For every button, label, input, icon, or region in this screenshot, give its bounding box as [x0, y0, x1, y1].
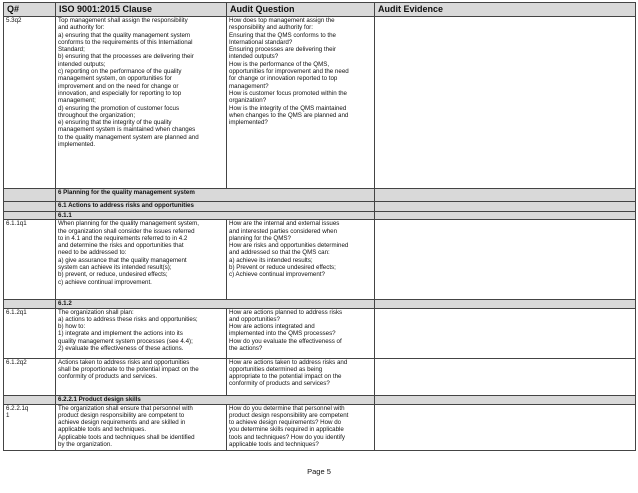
section-heading: 6 Planning for the quality management system: [56, 189, 375, 202]
text-line: need to be addressed to:: [58, 249, 127, 257]
section-row: [4, 300, 636, 308]
text-line: and determine the risks and opportunities that: [58, 242, 184, 250]
text-line: Top management shall assign the responsibility: [58, 17, 188, 24]
clause-heading: 6.1.1: [56, 212, 375, 220]
text-line: How do you determine that personnel with: [229, 404, 345, 412]
text-line: and authority for:: [58, 24, 105, 32]
text-line: When planning for the quality management system,: [58, 220, 200, 228]
text-line: c) Achieve continual improvement?: [229, 271, 325, 279]
text-line: a) achieve its intended results;: [229, 256, 313, 264]
audit-evidence-cell[interactable]: [375, 17, 636, 189]
text-line: How are actions planned to address risks: [229, 308, 343, 316]
text-line: and opportunities?: [229, 315, 280, 323]
text-line: implemented?: [229, 119, 268, 127]
text-line: Applicable tools and techniques shall be identified: [58, 433, 195, 441]
text-line: Standard;: [58, 46, 85, 54]
text-line: implemented into the QMS processes?: [229, 330, 336, 338]
question-id: 5.3q2: [4, 17, 56, 189]
text-line: The organization shall plan:: [58, 308, 134, 316]
text-line: intended outputs?: [229, 53, 279, 61]
text-line: management?: [229, 82, 269, 90]
text-line: a) ensuring that the quality management system: [58, 31, 191, 39]
text-line: Actions taken to address risks and opportunities: [58, 358, 190, 366]
text-line: to the quality management system are planned and: [58, 133, 199, 141]
table-row: [4, 17, 636, 189]
question-id: 6.1.2q2: [4, 358, 56, 395]
text-line: shall be proportionate to the potential impact on the: [58, 365, 199, 373]
text-line: How is customer focus promoted within the: [229, 89, 347, 97]
table-row: [4, 358, 636, 395]
text-line: implemented.: [58, 141, 96, 149]
text-line: product design responsibility are competent to: [58, 411, 185, 419]
text-line: organization?: [229, 97, 267, 105]
table-row: [4, 220, 636, 300]
text-line: by the organization.: [58, 441, 113, 449]
section-row: [4, 202, 636, 212]
text-line: improvement and on the need for change or: [58, 82, 179, 90]
text-line: responsibility and authority for:: [229, 24, 313, 32]
text-line: c) achieve continual improvement.: [58, 278, 152, 286]
text-line: applicable tools and techniques.: [58, 426, 147, 434]
text-line: planning for the QMS?: [229, 234, 291, 242]
section-row: [4, 212, 636, 220]
page-number: Page 5: [307, 467, 331, 476]
text-line: quality management system processes (see 4.4);: [58, 337, 193, 345]
text-line: conformity of products and services.: [58, 373, 158, 381]
text-line: and addressed so that the QMS can:: [229, 249, 330, 257]
clause-text: [56, 17, 227, 189]
text-line: a) give assurance that the quality management: [58, 256, 187, 264]
text-line: throughout the organization;: [58, 111, 136, 119]
text-line: to in 4.1 and the requirements referred to in 4.2: [58, 234, 188, 242]
audit-table: [3, 2, 636, 451]
text-line: How is the integrity of the QMS maintained: [229, 104, 347, 112]
header-evidence: Audit Evidence: [375, 3, 636, 17]
subsection-heading: 6.1 Actions to address risks and opportunities: [56, 202, 375, 212]
text-line: for change or innovation reported to top: [229, 75, 338, 83]
text-line: innovation, and especially for reporting to top: [58, 89, 182, 97]
text-line: conformity of products and services?: [229, 380, 330, 388]
text-line: e) ensuring that the integrity of the quality: [58, 119, 172, 127]
text-line: management;: [58, 97, 96, 105]
section-row: [4, 395, 636, 404]
text-line: the actions?: [229, 345, 263, 353]
text-line: How are actions taken to address risks and: [229, 358, 348, 366]
text-line: management system is maintained when changes: [58, 126, 196, 134]
text-line: to achieve design requirements? How do: [229, 419, 342, 427]
text-line: How are risks and opportunities determined: [229, 242, 349, 250]
text-line: 6.2.2.1q: [6, 404, 29, 412]
text-line: International standard?: [229, 38, 293, 46]
header-row: [4, 3, 636, 17]
text-line: c) reporting on the performance of the quality: [58, 68, 182, 76]
text-line: achieve design requirements and are skilled in: [58, 419, 186, 427]
text-line: tools and techniques? How do you identify: [229, 433, 345, 441]
text-line: b) Prevent or reduce undesired effects;: [229, 264, 336, 272]
text-line: How does top management assign the: [229, 17, 335, 24]
audit-question-text: [227, 308, 375, 358]
text-line: a) actions to address these risks and opportunities;: [58, 315, 198, 323]
text-line: product design responsibility are competent: [229, 411, 349, 419]
question-id: 6.1.2q1: [4, 308, 56, 358]
clause-heading: 6.1.2: [56, 300, 375, 308]
clause-text: [56, 404, 227, 450]
question-id: [4, 404, 56, 450]
header-clause: ISO 9001:2015 Clause: [56, 3, 227, 17]
text-line: conforms to the requirements of this International: [58, 38, 193, 46]
text-line: The organization shall ensure that personnel with: [58, 404, 193, 412]
text-line: management system, on opportunities for: [58, 75, 172, 83]
table-row: [4, 308, 636, 358]
text-line: you determine skills required in applicable: [229, 426, 344, 434]
audit-question-text: [227, 220, 375, 300]
clause-heading: 6.2.2.1 Product design skills: [56, 395, 375, 404]
text-line: b) how to:: [58, 323, 86, 331]
text-line: Ensuring processes are delivering their: [229, 46, 336, 54]
question-id: 6.1.1q1: [4, 220, 56, 300]
text-line: How are the internal and external issues: [229, 220, 340, 228]
text-line: b) ensuring that the processes are delivering their: [58, 53, 194, 61]
audit-evidence-cell[interactable]: [375, 404, 636, 450]
audit-evidence-cell[interactable]: [375, 220, 636, 300]
text-line: d) ensuring the promotion of customer focus: [58, 104, 180, 112]
text-line: intended outputs;: [58, 60, 106, 68]
header-qnum: Q#: [4, 3, 56, 17]
audit-question-text: [227, 358, 375, 395]
audit-evidence-cell[interactable]: [375, 358, 636, 395]
text-line: 1: [6, 411, 10, 419]
text-line: opportunities for improvement and the need: [229, 68, 349, 76]
text-line: b) prevent, or reduce, undesired effects;: [58, 271, 168, 279]
text-line: when changes to the QMS are planned and: [229, 111, 349, 119]
text-line: 1) integrate and implement the actions into its: [58, 330, 183, 338]
text-line: 2) evaluate the effectiveness of these actions.: [58, 345, 184, 353]
clause-text: [56, 308, 227, 358]
text-line: How do you evaluate the effectiveness of: [229, 337, 342, 345]
text-line: and interested parties considered when: [229, 227, 338, 235]
header-question: Audit Question: [227, 3, 375, 17]
text-line: appropriate to the potential impact on the: [229, 373, 342, 381]
text-line: applicable tools and techniques?: [229, 441, 319, 449]
text-line: How is the performance of the QMS,: [229, 60, 330, 68]
audit-question-text: [227, 17, 375, 189]
text-line: system can achieve its intended result(s);: [58, 264, 172, 272]
clause-text: [56, 358, 227, 395]
text-line: opportunities determined as being: [229, 365, 323, 373]
text-line: the organization shall consider the issues referred: [58, 227, 195, 235]
audit-evidence-cell[interactable]: [375, 308, 636, 358]
clause-text: [56, 220, 227, 300]
audit-question-text: [227, 404, 375, 450]
text-line: Ensuring that the QMS conforms to the: [229, 31, 336, 39]
table-row: [4, 404, 636, 450]
section-row: [4, 189, 636, 202]
text-line: How are actions integrated and: [229, 323, 315, 331]
